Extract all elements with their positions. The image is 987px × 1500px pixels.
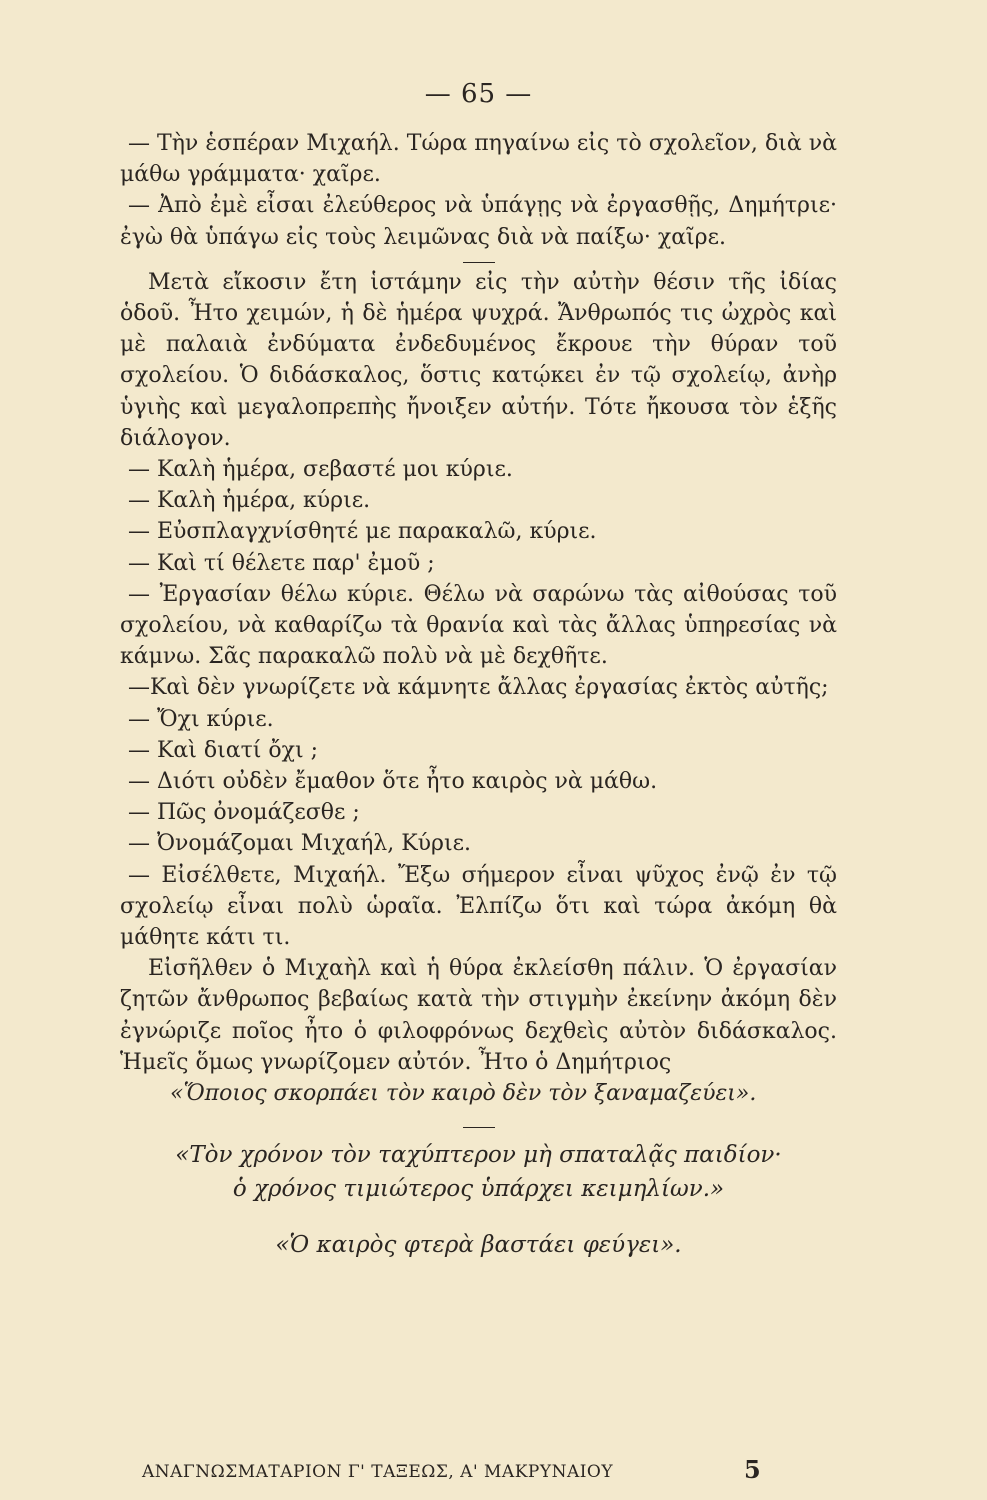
verse-quote [120,1138,837,1206]
dialogue-line: — Εἰσέλθετε, Μιχαήλ. Ἔξω σήμερον εἶναι ψῦχος ἐνῷ ἐν τῷ σχολείῳ εἶναι πολὺ ὡραῖα. Ἐλπίζω ὅτι καὶ τώρα ἀκόμη θὰ μάθητε κάτι τι. [120,862,837,951]
narrative-paragraph: Μετὰ εἴκοσιν ἔτη ἱστάμην εἰς τὴν αὐτὴν θέσιν τῆς ἰδίας ὁδοῦ. Ἦτο χειμών, ἡ δὲ ἡμέρα ψυχρά. Ἄνθρωπός τις ὠχρὸς καὶ μὲ παλαιὰ ἐνδύματα ἐνδεδυμένος ἔκρουε τὴν θύραν τοῦ σχολείου. Ὁ διδάσκαλος, ὅστις κατῴκει ἐν τῷ σχολείῳ, ἀνὴρ ὑγιὴς καὶ μεγαλοπρεπὴς ἤνοιξεν αὐτήν. Τότε ἤκουσα τὸν ἑξῆς διάλογον. [120,269,837,451]
page-body [120,128,837,1262]
dialogue-line: — Πῶς ὀνομάζεσθε ; [128,800,360,826]
dialogue-line: — Καλὴ ἡμέρα, κύριε. [128,488,371,514]
dialogue-line: — Ἐργασίαν θέλω κύριε. Θέλω νὰ σαρώνω τὰς αἰθούσας τοῦ σχολείου, νὰ καθαρίζω τὰ θρανία καὶ τὰς ἄλλας ὑπηρεσίας νὰ κάμνω. Σᾶς παρακαλῶ πολὺ νὰ μὲ δεχθῆτε. [120,581,837,670]
dialogue-line: —Καὶ δὲν γνωρίζετε νὰ κάμνητε ἄλλας ἐργασίας ἐκτὸς αὐτῆς; [128,675,829,701]
dialogue-line: — Τὴν ἑσπέραν Μιχαήλ. Τώρα πηγαίνω εἰς τὸ σχολεῖον, διὰ νὰ μάθω γράμματα· χαῖρε. [120,131,837,188]
proverb-line: «Ὅποιος σκορπάει τὸν καιρὸ δὲν τὸν ξαναμαζεύει». [170,1081,757,1107]
page-number: — 65 — [424,79,533,109]
dialogue-line: — Εὐσπλαγχνίσθητέ με παρακαλῶ, κύριε. [128,519,597,545]
signature-mark: 5 [744,1455,761,1484]
dialogue-line: — Καὶ διατί ὄχι ; [128,737,319,763]
section-divider [463,262,495,263]
dialogue-line: — Ἀπὸ ἐμὲ εἶσαι ἐλεύθερος νὰ ὑπάγῃς νὰ ἐργασθῇς, Δημήτριε· ἐγὼ θὰ ὑπάγω εἰς τοὺς λειμῶνας διὰ νὰ παίξω· χαῖρε. [120,193,837,250]
dialogue-line: — Καὶ τί θέλετε παρ' ἐμοῦ ; [128,550,435,576]
dialogue-line: — Ὀνομάζομαι Μιχαήλ, Κύριε. [128,831,471,857]
section-divider [463,1127,495,1128]
verse-line: ὁ χρόνος τιμιώτερος ὑπάρχει κειμηλίων.» [232,1176,725,1203]
verse-line: «Τὸν χρόνον τὸν ταχύπτερον μὴ σπαταλᾷς παιδίον· [175,1142,782,1169]
final-quote: «Ὁ καιρὸς φτερὰ βαστάει φεύγει». [275,1232,682,1259]
dialogue-line: — Διότι οὐδὲν ἔμαθον ὅτε ἦτο καιρὸς νὰ μάθω. [128,769,658,795]
closing-paragraph: Εἰσῆλθεν ὁ Μιχαὴλ καὶ ἡ θύρα ἐκλείσθη πάλιν. Ὁ ἐργασίαν ζητῶν ἄνθρωπος βεβαίως κατὰ τὴν στιγμὴν ἐκείνην ἀκόμη δὲν ἐγνώριζε ποῖος ἦτο ὁ φιλοφρόνως δεχθεὶς αὐτὸν διδάσκαλος. Ἡμεῖς ὅμως γνωρίζομεν αὐτόν. Ἦτο ὁ Δημήτριος [120,956,837,1075]
page-footer: ΑΝΑΓΝΩΣΜΑΤΑΡΙΟΝ Γ' ΤΑΞΕΩΣ, Α' ΜΑΚΡΥΝΑΙΟΥ [142,1462,614,1482]
dialogue-line: — Καλὴ ἡμέρα, σεβαστέ μοι κύριε. [128,457,513,483]
dialogue-line: — Ὄχι κύριε. [128,706,274,732]
